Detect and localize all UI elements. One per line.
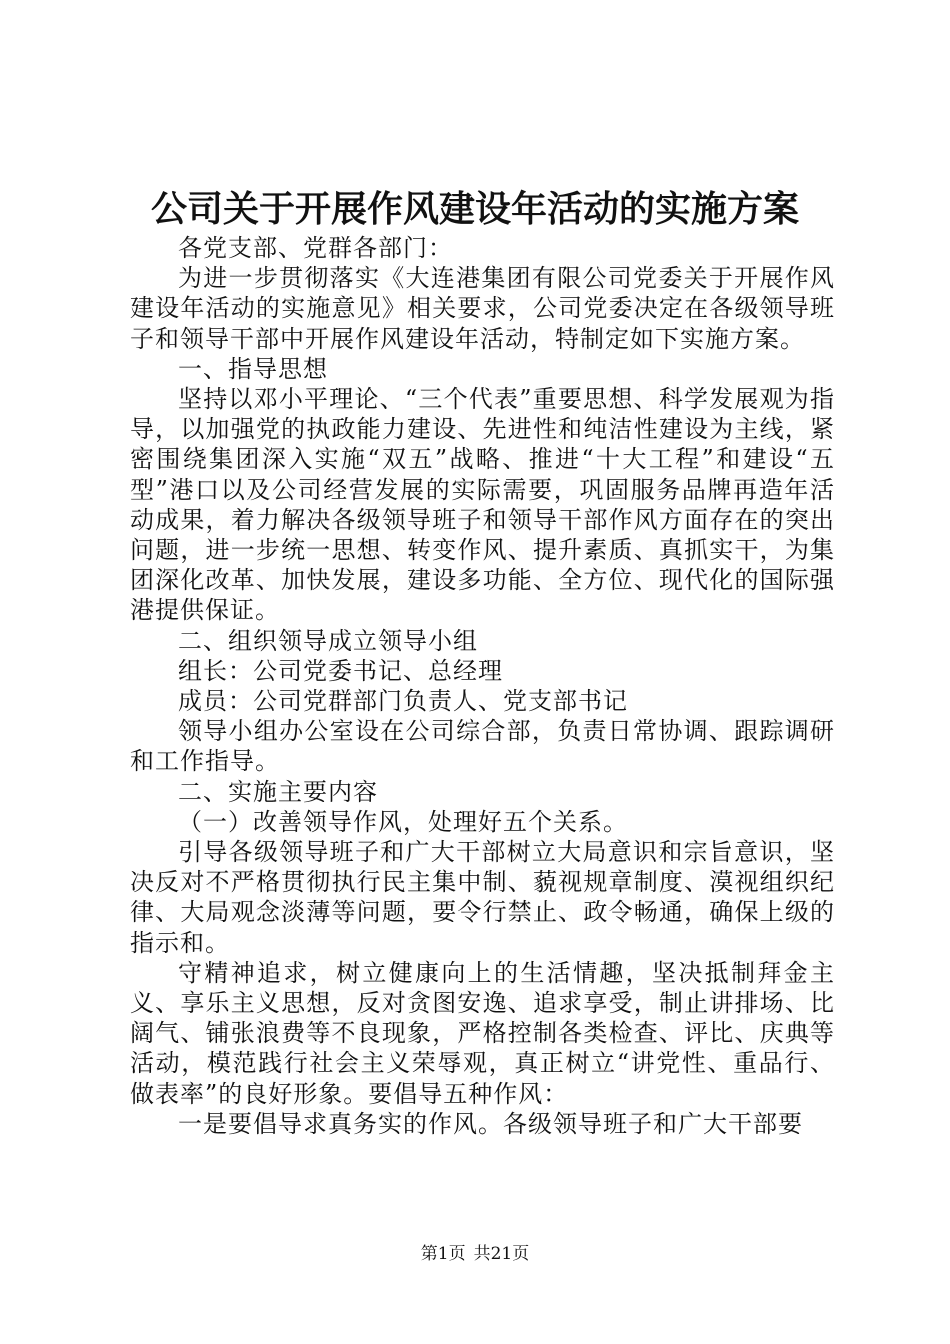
office-paragraph: 领导小组办公室设在公司综合部，负责日常协调、跟踪调研和工作指导。 [130,717,835,776]
page-footer [0,1243,950,1265]
first-style-paragraph: 一是要倡导求真务实的作风。各级领导班子和广大干部要 [178,1109,803,1138]
group-leader-line: 组长：公司党委书记、总经理 [178,656,503,685]
subsection-heading-leadership-style: （一）改善领导作风，处理好五个关系。 [178,807,628,836]
salutation-paragraph: 各党支部、党群各部门： [178,234,453,262]
current-page-number: 第1页 [420,1244,466,1264]
document-body [130,233,835,1139]
guiding-ideology-paragraph: 坚持以邓小平理论、“三个代表”重要思想、科学发展观为指导，以加强党的执政能力建设、先进性和纯洁性建设为主线，紧密围绕集团深入实施“双五”战略、推进“十大工程”和建设“五型”港口以及公司经营发展的实际需要，巩固服务品牌再造年活动成果，着力解决各级领导班子和领导干部作风方面存在的突出问题，进一步统一思想、转变作风、提升素质、真抓实干，为集团深化改革、加快发展，建设多功能、全方位、现代化的国际强港提供保证。 [130,385,835,625]
section-heading-main-content: 二、实施主要内容 [178,777,378,806]
leadership-style-paragraph: 引导各级领导班子和广大干部树立大局意识和宗旨意识，坚决反对不严格贯彻执行民主集中制、藐视规章制度、漠视组织纪律、大局观念淡薄等问题，要令行禁止、政令畅通，确保上级的指示和。 [130,838,835,957]
intro-paragraph: 为进一步贯彻落实《大连港集团有限公司党委关于开展作风建设年活动的实施意见》相关要求，公司党委决定在各级领导班子和领导干部中开展作风建设年活动，特制定如下实施方案。 [130,264,835,353]
section-heading-leadership-group: 二、组织领导成立领导小组 [178,626,478,655]
group-members-line: 成员：公司党群部门负责人、党支部书记 [178,687,628,716]
spiritual-pursuit-paragraph: 守精神追求，树立健康向上的生活情趣，坚决抵制拜金主义、享乐主义思想，反对贪图安逸、追求享受，制止讲排场、比阔气、铺张浪费等不良现象，严格控制各类检查、评比、庆典等活动，模范践行社会主义荣辱观，真正树立“讲党性、重品行、做表率”的良好形象。要倡导五种作风： [130,958,835,1108]
document-title: 公司关于开展作风建设年活动的实施方案 [150,188,799,230]
section-heading-guiding-ideology: 一、指导思想 [178,354,328,383]
total-page-count: 共21页 [473,1244,530,1264]
